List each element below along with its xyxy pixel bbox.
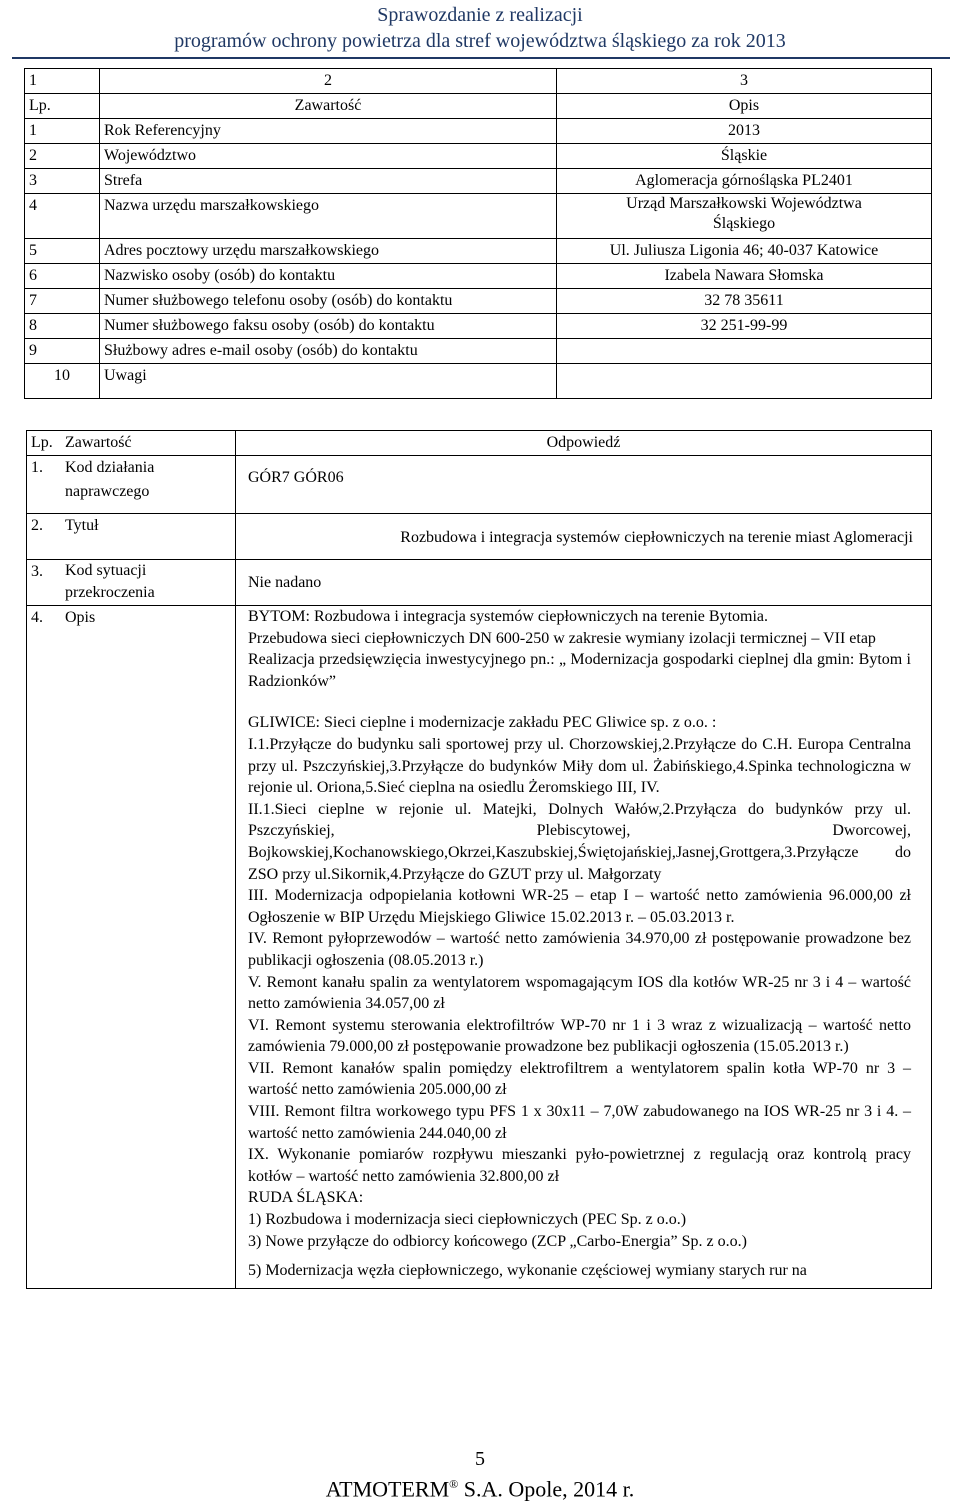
row-zawartosc: Nazwisko osoby (osób) do kontaktu bbox=[100, 264, 557, 289]
table-row bbox=[25, 169, 932, 194]
footer bbox=[0, 1471, 960, 1502]
opis-paragraph: III. Modernizacja odpopielania kotłowni WR-25 – etap I – wartość netto zamówienia 96.000,00 zł Ogłoszenie w BIP Urzędu Miejskiego Gliwice 15.02.2013 r. – 05.03.2013 r. bbox=[248, 887, 911, 926]
header-line-2: programów ochrony powietrza dla stref województwa śląskiego za rok 2013 bbox=[174, 30, 786, 52]
opis-paragraph: 5) Modernizacja węzła ciepłowniczego, wykonanie częściowej wymiany starych rur na bbox=[248, 1262, 807, 1280]
row-label: Kod sytuacji przekroczenia bbox=[61, 560, 236, 606]
header-row bbox=[25, 94, 932, 119]
row-opis: Urząd Marszałkowski Województwa Śląskiego bbox=[557, 194, 932, 239]
table-row bbox=[25, 194, 932, 239]
row-lp: 10 bbox=[25, 364, 100, 399]
page-number: 5 bbox=[475, 1448, 485, 1470]
row-lp: 1. bbox=[27, 456, 62, 514]
opis-paragraph: II.1.Sieci cieplne w rejonie ul. Matejki, Dolnych Wałów,2.Przyłącza do budynków przy ul. Pszczyńskiej, Plebiscytowej, Dworcowej, Bojkowskiej,Kochanowskiego,Okrzei,Kaszubskiej,Świętojańskiej,Jasnej,Grottgera,3.Przyłącze do ZSO przy ul.Sikornik,4.Przyłącze do GZUT przy ul. Małgorzaty bbox=[248, 800, 911, 883]
row-opis: Ul. Juliusza Ligonia 46; 40-037 Katowice bbox=[557, 239, 932, 264]
info-table bbox=[24, 68, 932, 399]
row-lp: 6 bbox=[25, 264, 100, 289]
row-lp: 3 bbox=[25, 169, 100, 194]
row-lp: 4 bbox=[25, 194, 100, 239]
header-zawartosc: Zawartość bbox=[61, 431, 236, 456]
opis-paragraph: VII. Remont kanałów spalin pomiędzy elektrofiltrem a wentylatorem spalin kotła WP-70 nr 3 – wartość netto zamówienia 205.000,00 zł bbox=[248, 1059, 911, 1099]
row-lp: 3. bbox=[27, 560, 62, 606]
row-zawartosc: Rok Referencyjny bbox=[100, 119, 557, 144]
row-lp: 2. bbox=[27, 514, 62, 560]
row-lp: 9 bbox=[25, 339, 100, 364]
table-row bbox=[27, 514, 932, 560]
row-zawartosc: Strefa bbox=[100, 169, 557, 194]
row-opis: Aglomeracja górnośląska PL2401 bbox=[557, 169, 932, 194]
row-opis: Śląskie bbox=[557, 144, 932, 169]
kod-dzialania-value: GÓR7 GÓR06 bbox=[236, 456, 932, 514]
col-number: 3 bbox=[557, 69, 932, 94]
sytuacja-value: Nie nadano bbox=[236, 560, 932, 606]
row-opis: 32 251-99-99 bbox=[557, 314, 932, 339]
row-lp: 4. bbox=[27, 606, 62, 1289]
opis-paragraph: VIII. Remont filtra workowego typu PFS 1 x 30x11 – 7,0W zabudowanego na IOS WR-25 nr 3 i 4. – wartość netto zamówienia 244.040,00 zł bbox=[248, 1103, 911, 1142]
row-opis bbox=[557, 339, 932, 364]
action-table bbox=[26, 430, 932, 1289]
row-zawartosc: Numer służbowego telefonu osoby (osób) do kontaktu bbox=[100, 289, 557, 314]
row-opis bbox=[557, 364, 932, 399]
row-zawartosc: Uwagi bbox=[100, 364, 557, 399]
table-row bbox=[25, 289, 932, 314]
table-row bbox=[27, 560, 932, 606]
row-label: Tytuł bbox=[61, 514, 236, 560]
row-opis: 2013 bbox=[557, 119, 932, 144]
row-opis: 32 78 35611 bbox=[557, 289, 932, 314]
column-number-row bbox=[25, 69, 932, 94]
opis-paragraph: Realizacja przedsięwzięcia inwestycyjnego pn.: „ Modernizacja gospodarki cieplnej dla gmin: Bytom i Radzionków” bbox=[248, 651, 911, 690]
spacer bbox=[248, 692, 911, 712]
row-lp: 2 bbox=[25, 144, 100, 169]
opis-paragraph: IX. Wykonanie pomiarów rozpływu mieszanki pyło-powietrznej z regulacją oraz kontrolą pracy kotłów – wartość netto zamówienia 32.800,00 zł bbox=[248, 1146, 911, 1185]
row-label: Opis bbox=[61, 606, 236, 1289]
row-lp: 5 bbox=[25, 239, 100, 264]
opis-value bbox=[236, 606, 932, 1289]
footer-suffix: S.A. Opole, 2014 r. bbox=[463, 1476, 635, 1502]
opis-paragraph: I.1.Przyłącze do budynku sali sportowej przy ul. Chorzowskiej,2.Przyłącze do C.H. Europa Centralna przy ul. Pszczyńskiej,3.Przyłącze do budynków Miły dom ul. Żabińskiego,4.Spinka technologiczna w rejonie ul. Oriona,5.Sieć cieplna na osiedlu Żeromskiego III, IV. bbox=[248, 735, 911, 797]
header-line-1: Sprawozdanie z realizacji bbox=[377, 4, 583, 26]
table-row bbox=[25, 119, 932, 144]
table-row bbox=[27, 456, 932, 514]
row-zawartosc: Służbowy adres e-mail osoby (osób) do kontaktu bbox=[100, 339, 557, 364]
header-odpowiedz: Odpowiedź bbox=[236, 431, 932, 456]
table-row bbox=[25, 264, 932, 289]
document-header bbox=[0, 2, 960, 54]
header-opis: Opis bbox=[557, 94, 932, 119]
opis-paragraph: 1) Rozbudowa i modernizacja sieci ciepłowniczych (PEC Sp. z o.o.) bbox=[248, 1211, 687, 1229]
table-row bbox=[27, 606, 932, 1289]
spacer bbox=[248, 1252, 911, 1260]
header-lp: Lp. bbox=[27, 431, 62, 456]
table-row bbox=[25, 364, 932, 399]
row-zawartosc: Adres pocztowy urzędu marszałkowskiego bbox=[100, 239, 557, 264]
row-zawartosc: Województwo bbox=[100, 144, 557, 169]
header-row bbox=[27, 431, 932, 456]
table-row bbox=[25, 339, 932, 364]
footer-company: ATMOTERM bbox=[325, 1476, 450, 1502]
tytul-value: Rozbudowa i integracja systemów ciepłowniczych na terenie miast Aglomeracji bbox=[236, 514, 932, 560]
header-lp: Lp. bbox=[25, 94, 100, 119]
table-row bbox=[25, 314, 932, 339]
opis-paragraph: RUDA ŚLĄSKA: bbox=[248, 1189, 364, 1207]
row-opis: Izabela Nawara Słomska bbox=[557, 264, 932, 289]
opis-paragraph: Przebudowa sieci ciepłowniczych DN 600-250 w zakresie wymiany izolacji termicznej – VII etap bbox=[248, 629, 876, 647]
registered-mark: ® bbox=[449, 1477, 459, 1491]
header-divider bbox=[12, 57, 950, 59]
header-zawartosc: Zawartość bbox=[100, 94, 557, 119]
col-number: 2 bbox=[100, 69, 557, 94]
row-lp: 1 bbox=[25, 119, 100, 144]
row-label: Kod działania naprawczego bbox=[61, 456, 236, 514]
opis-paragraph: 3) Nowe przyłącze do odbiorcy końcowego (ZCP „Carbo-Energia” Sp. z o.o.) bbox=[248, 1232, 747, 1250]
opis-paragraph: BYTOM: Rozbudowa i integracja systemów ciepłowniczych na terenie Bytomia. bbox=[248, 608, 769, 625]
opis-paragraph: IV. Remont pyłoprzewodów – wartość netto zamówienia 34.970,00 zł postępowanie prowadzone bez publikacji ogłoszenia (08.05.2013 r.) bbox=[248, 930, 911, 969]
row-zawartosc: Nazwa urzędu marszałkowskiego bbox=[100, 194, 557, 239]
row-lp: 8 bbox=[25, 314, 100, 339]
row-lp: 7 bbox=[25, 289, 100, 314]
table-row bbox=[25, 144, 932, 169]
opis-paragraph: VI. Remont systemu sterowania elektrofiltrów WP-70 nr 1 i 3 wraz z wizualizacją – wartość netto zamówienia 79.000,00 zł postępowanie prowadzone bez publikacji ogłoszenia (15.05.2013 r.) bbox=[248, 1016, 911, 1056]
row-zawartosc: Numer służbowego faksu osoby (osób) do kontaktu bbox=[100, 314, 557, 339]
table-row bbox=[25, 239, 932, 264]
opis-paragraph: V. Remont kanału spalin za wentylatorem wspomagającym IOS dla kotłów WR-25 nr 3 i 4 – wartość netto zamówienia 34.057,00 zł bbox=[248, 973, 911, 1013]
col-number: 1 bbox=[25, 69, 100, 94]
opis-paragraph: GLIWICE: Sieci cieplne i modernizacje zakładu PEC Gliwice sp. z o.o. : bbox=[248, 714, 717, 732]
